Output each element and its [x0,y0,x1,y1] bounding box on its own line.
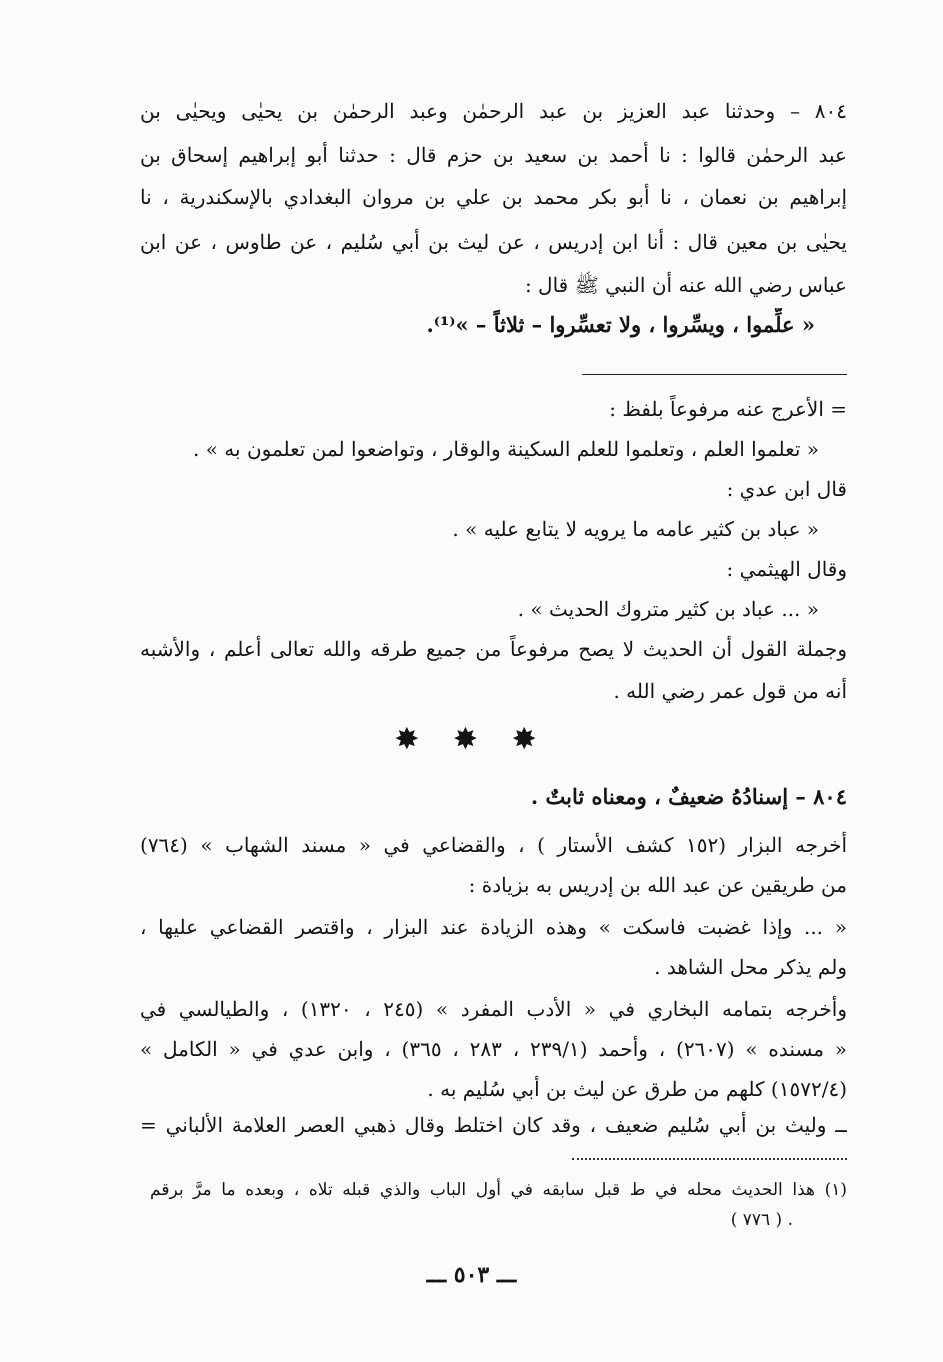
hadith-line: عباس رضي الله عنه أن النبي ﷺ قال : [524,273,847,297]
commentary-quote: « تعلموا العلم ، وتعلموا للعلم السكينة والوقار ، وتواضعوا لمن تعلمون به » . [192,437,819,461]
commentary-line: ــ وليث بن أبي سُليم ضعيف ، وقد كان اختلط وقال ذهبي العصر العلامة الألباني = [140,1113,847,1137]
section-divider-stars: ✸ ✸ ✸ [394,722,549,757]
commentary-line: (١٥٧٢/٤) كلهم من طرق عن ليث بن أبي سُليم به . [427,1077,847,1101]
commentary-quote: « عباد بن كثير عامه ما يرويه لا يتابع عليه » . [452,517,819,541]
section-heading: ٨٠٤ – إسنادُهُ ضعيفٌ ، ومعناه ثابتٌ . [530,784,847,809]
commentary-line: وجملة القول أن الحديث لا يصح مرفوعاً من جميع طرقه والله تعالى أعلم ، والأشبه [140,637,847,661]
hadith-line: ٨٠٤ – وحدثنا عبد العزيز بن عبد الرحمٰن وعبد الرحمٰن بن يحيٰى ويحيٰى بن [140,99,847,123]
hadith-line: عبد الرحمٰن قالوا : نا أحمد بن سعيد بن حزم قال : حدثنا أبو إبراهيم إسحاق بن [140,143,847,167]
hadith-line: يحيٰى بن معين قال : أنا ابن إدريس ، عن ليث بن أبي سُليم ، عن طاوس ، عن ابن [140,230,847,254]
footnote-line: (١) هذا الحديث محله في ط قبل سابقه في أول الباب والذي قبله تلاه ، وبعده ما مرَّ برقم [150,1180,847,1200]
commentary-line: = الأعرج عنه مرفوعاً بلفظ : [609,397,847,421]
commentary-line: ولم يذكر محل الشاهد . [654,955,847,979]
footnote-separator [582,374,847,375]
commentary-line: أنه من قول عمر رضي الله . [613,679,847,703]
commentary-line: قال ابن عدي : [726,477,847,501]
commentary-line: « مسنده » (٢٦٠٧) ، وأحمد (٢٣٩/١ ، ٢٨٣ ، ٣٦٥) ، وابن عدي في « الكامل » [140,1037,847,1061]
commentary-line: وأخرجه بتمامه البخاري في « الأدب المفرد » (٢٤٥ ، ١٣٢٠) ، والطيالسي في [140,997,847,1021]
commentary-line: أخرجه البزار (١٥٢ كشف الأستار ) ، والقضاعي في « مسند الشهاب » (٧٦٤) [140,833,847,857]
commentary-line: « ... وإذا غضبت فاسكت » وهذه الزيادة عند البزار ، واقتصر القضاعي عليها ، [140,915,847,939]
commentary-quote: « ... عباد بن كثير متروك الحديث » . [517,597,819,621]
commentary-line: من طريقين عن عبد الله بن إدريس به بزيادة : [468,873,847,897]
hadith-line: إبراهيم بن نعمان ، نا أبو بكر محمد بن علي بن مروان البغدادي بالإسكندرية ، نا [140,185,847,209]
page-number: ـــ ٥٠٣ ـــ [426,1262,517,1288]
commentary-line: وقال الهيثمي : [726,557,847,581]
hadith-text: « علِّموا ، ويسِّروا ، ولا تعسِّروا – ثلاثاً – »⁽¹⁾. [426,312,815,337]
footnote-divider [572,1158,847,1160]
footnote-line: ( ٧٧٦ ) . [730,1210,793,1230]
